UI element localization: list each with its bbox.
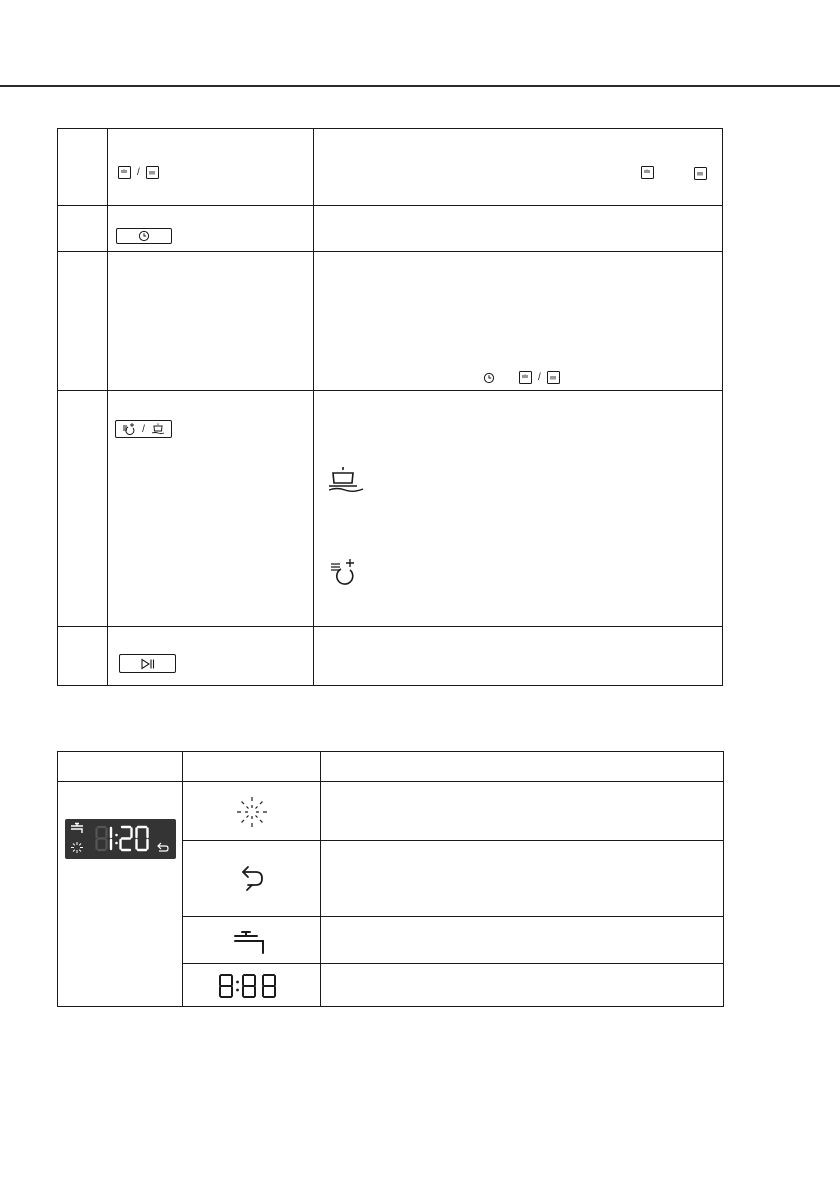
inline-key-icons (483, 371, 560, 384)
indicator-icon-cell (183, 917, 321, 964)
control-cell (108, 252, 314, 391)
water-tap-icon (233, 930, 269, 956)
header-rule (0, 85, 840, 87)
row-number (58, 129, 108, 206)
row-number (58, 391, 108, 627)
table-row (58, 252, 723, 391)
table-row (58, 627, 723, 686)
separator: / (538, 372, 541, 383)
extra-dry-icon (122, 422, 136, 436)
table-header-row (58, 752, 724, 782)
indicator-description (321, 782, 724, 841)
upper-basket-icon (118, 166, 131, 179)
lower-basket-icon (694, 167, 707, 180)
control-cell (108, 391, 314, 627)
row-number (58, 252, 108, 391)
start-pause-icon (140, 658, 156, 670)
description-cell (314, 252, 723, 391)
row-number (58, 206, 108, 252)
extra-dry-icon (329, 558, 359, 588)
intensive-pot-icon (151, 422, 165, 436)
extra-dry-intensive-key[interactable] (115, 420, 172, 438)
indicator-icon-cell (183, 964, 321, 1007)
table-row (58, 782, 724, 841)
upper-basket-icon (519, 371, 532, 384)
column-header (183, 752, 321, 782)
display-indicator-table (57, 751, 724, 1007)
description-cell (314, 206, 723, 252)
delay-clock-icon (483, 372, 495, 384)
table-row (58, 391, 723, 627)
indicator-description (321, 964, 724, 1007)
control-cell (108, 129, 314, 206)
control-panel-table (57, 128, 723, 686)
table-row (58, 129, 723, 206)
column-header (58, 752, 183, 782)
lower-basket-icon (146, 166, 159, 179)
indicator-icon-cell (183, 782, 321, 841)
upper-basket-icon (641, 166, 654, 179)
lower-basket-icon (547, 371, 560, 384)
row-number (58, 627, 108, 686)
indicator-description (321, 917, 724, 964)
salt-refill-icon (158, 843, 168, 851)
separator: / (137, 167, 140, 178)
display-illustration-cell (58, 782, 183, 1007)
display-readout-graphic (65, 819, 176, 859)
control-cell (108, 627, 314, 686)
salt-refill-icon (239, 865, 265, 895)
delay-clock-icon (138, 230, 150, 242)
separator: / (142, 423, 145, 435)
column-header (321, 752, 724, 782)
start-pause-key[interactable] (119, 654, 176, 673)
control-cell (108, 206, 314, 252)
rinse-aid-sun-icon (71, 842, 83, 853)
description-cell (314, 627, 723, 686)
description-cell (314, 391, 723, 627)
delay-key[interactable] (116, 228, 172, 244)
indicator-description (321, 841, 724, 917)
description-cell (314, 129, 723, 206)
table-row (58, 206, 723, 252)
seven-segment-888-icon (218, 973, 286, 999)
intensive-pot-icon (325, 464, 365, 494)
control-panel-display (65, 819, 176, 859)
indicator-icon-cell (183, 841, 321, 917)
rinse-aid-sun-icon (235, 795, 269, 829)
basket-select-key[interactable] (118, 166, 159, 179)
water-tap-icon (71, 824, 83, 834)
